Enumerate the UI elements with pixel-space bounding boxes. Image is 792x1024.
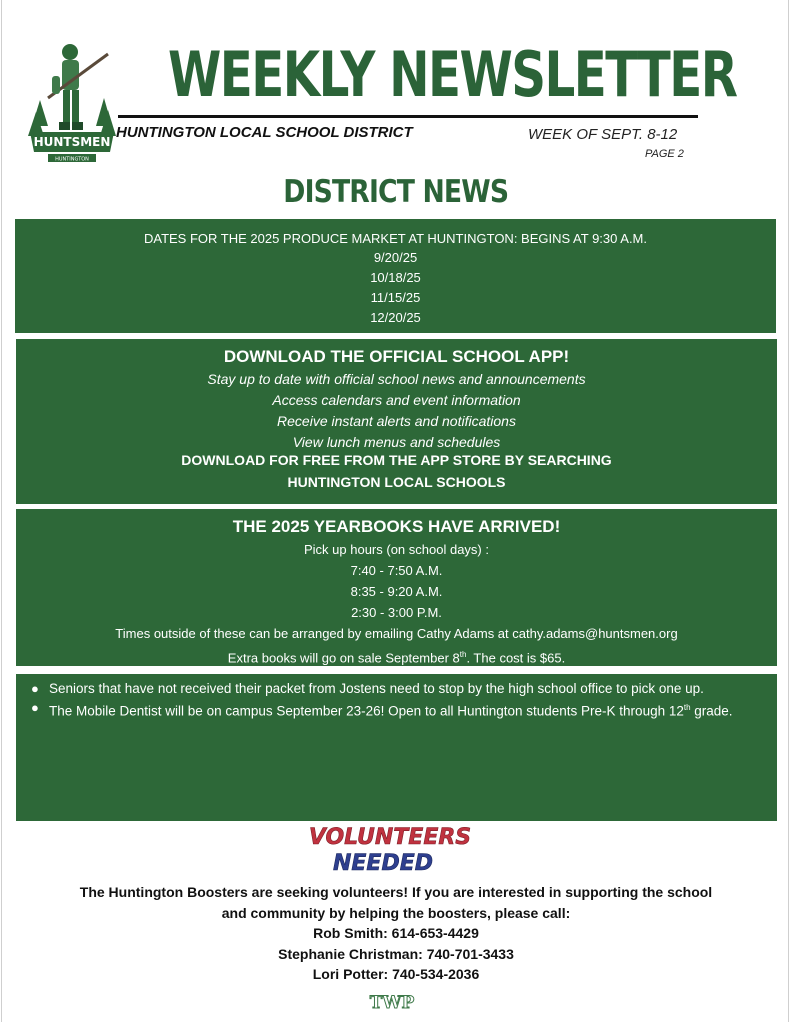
newsletter-title: WEEKLY NEWSLETTER xyxy=(168,38,737,111)
announcements-list xyxy=(16,679,777,721)
header-rule xyxy=(118,115,698,118)
school-app-box xyxy=(16,339,777,504)
twp-text: TWP xyxy=(369,993,415,1013)
produce-market-box xyxy=(15,219,776,333)
pickup-hours: 2:30 - 3:00 P.M. xyxy=(351,605,442,620)
volunteers-needed-graphic xyxy=(308,822,472,878)
pickup-hours: 8:35 - 9:20 A.M. xyxy=(350,584,443,599)
announcement-text: Seniors that have not received their packet from Jostens need to stop by the high school office to pick one up. xyxy=(49,681,704,696)
app-feature: View lunch menus and schedules xyxy=(292,434,501,450)
section-title xyxy=(0,174,792,210)
announcement-text: The Mobile Dentist will be on campus September 23-26! Open to all Huntington students Pre-K through 12 xyxy=(49,703,684,719)
section-title-text: DISTRICT NEWS xyxy=(283,174,509,210)
volunteers-text xyxy=(20,882,772,985)
twp-mark xyxy=(364,990,420,1014)
app-download-line: HUNTINGTON LOCAL SCHOOLS xyxy=(287,474,506,490)
extra-books-cost: . The cost is $65. xyxy=(466,650,566,666)
app-heading: DOWNLOAD THE OFFICIAL SCHOOL APP! xyxy=(223,347,570,366)
needed-word: NEEDED xyxy=(332,851,434,876)
produce-heading: DATES FOR THE 2025 PRODUCE MARKET AT HUNTINGTON: BEGINS AT 9:30 A.M. xyxy=(143,231,648,246)
pickup-label: Pick up hours (on school days) : xyxy=(304,542,489,557)
extra-books-sup: th xyxy=(459,650,467,659)
pickup-hours: 7:40 - 7:50 A.M. xyxy=(350,563,443,578)
week-label: WEEK OF SEPT. 8-12 xyxy=(528,126,678,143)
yearbook-box xyxy=(16,509,777,666)
volunteers-intro: The Huntington Boosters are seeking volunteers! If you are interested in supporting the school xyxy=(79,884,713,900)
logo-subtext: HUNTINGTON xyxy=(55,156,89,163)
yearbook-heading: THE 2025 YEARBOOKS HAVE ARRIVED! xyxy=(232,517,561,536)
bullet-icon: ● xyxy=(31,700,39,715)
produce-date: 11/15/25 xyxy=(370,290,421,305)
app-feature: Receive instant alerts and notifications xyxy=(277,413,516,429)
app-download-line: DOWNLOAD FOR FREE FROM THE APP STORE BY SEARCHING xyxy=(181,452,612,468)
logo-text: HUNTSMEN xyxy=(33,135,111,149)
contact-line: Lori Potter: 740-534-2036 xyxy=(312,966,480,982)
district-name: HUNTINGTON LOCAL SCHOOL DISTRICT xyxy=(116,124,413,141)
app-feature: Access calendars and event information xyxy=(272,392,521,408)
volunteers-intro: and community by helping the boosters, please call: xyxy=(221,904,571,921)
app-feature: Stay up to date with official school news and announcements xyxy=(207,371,586,387)
bullet-icon: ● xyxy=(31,681,39,696)
contact-line: Rob Smith: 614-653-4429 xyxy=(313,925,479,941)
produce-date: 10/18/25 xyxy=(370,270,421,285)
extra-books-text: Extra books will go on sale September 8 xyxy=(227,650,460,666)
arrange-note: Times outside of these can be arranged by emailing Cathy Adams at cathy.adams@huntsmen.org xyxy=(115,626,678,641)
extra-books-note xyxy=(16,644,777,668)
volunteers-word: VOLUNTEERS xyxy=(308,825,472,850)
announcement-suffix: grade. xyxy=(690,703,733,719)
page-number: PAGE 2 xyxy=(645,148,684,160)
list-item xyxy=(31,679,777,698)
announcements-box xyxy=(16,674,777,821)
announcement-sup: th xyxy=(683,703,691,712)
produce-date: 9/20/25 xyxy=(373,250,418,265)
produce-date: 12/20/25 xyxy=(370,310,421,325)
huntsmen-logo xyxy=(26,40,118,168)
list-item xyxy=(31,698,777,721)
contact-line: Stephanie Christman: 740-701-3433 xyxy=(278,945,514,962)
